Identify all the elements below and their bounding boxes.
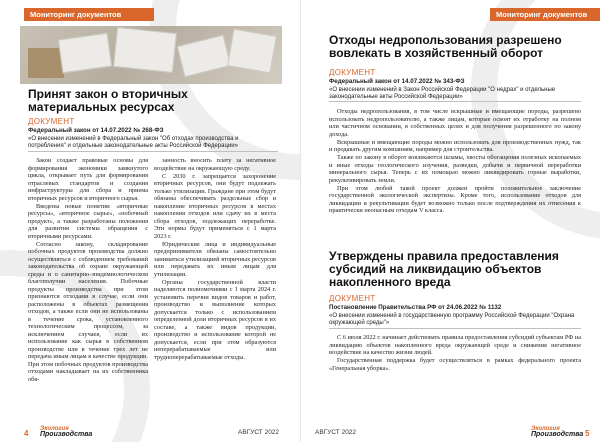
paragraph: занность вносить плату за негативное воздействие на окружающую среду. [154, 157, 276, 172]
document-description: «О внесении изменений в Федеральный закон "Об отходах производства и потребления" и отдельные законодательные акты Российской Федерации» [28, 135, 239, 149]
paragraph: Введены новые понятия: «вторичные ресурсы», «вторичное сырье», «побочный продукт», а также разработаны положения для развития системы обращения с вторичными ресурсами. [28, 202, 148, 240]
issue-date: АВГУСТ 2022 [315, 429, 357, 436]
document-name: Постановление Правительства РФ от 24.06.2022 № 1132 [329, 304, 502, 311]
logo-line-2: Производства [531, 431, 584, 438]
document-label: ДОКУМЕНТ [329, 68, 376, 77]
paragraph: Органы государственной власти наделяются полномочиями с 1 марта 2024 г. установить перечни видов товаров и работ, производство и выполнение которых допускается только с использованием определенной доли вторичных ресурсов в их составе, а также видов продукции, производство и использование которой не допускается, если при этом образуются неперерабатываемые или трудноперерабатываемые отходы. [154, 278, 276, 361]
photo-paper [177, 35, 231, 78]
section-tab: Мониторинг документов [24, 8, 154, 21]
divider [329, 328, 581, 329]
page-number: 4 [24, 429, 29, 438]
document-name: Федеральный закон от 14.07.2022 № 343-ФЗ [329, 78, 465, 85]
photo-paper [227, 28, 277, 73]
article-body [329, 334, 581, 416]
paragraph: Отходы недропользования, в том числе вскрышные и вмещающие породы, разрешено использовать недропользователю, а также лицам, которые освоят их отработку на полном или частичном основании, в собственных целях и для получения разрешенного по закону дохода. [329, 108, 581, 138]
paragraph: С 2030 г. запрещается захоронение вторичных ресурсов, они будут подлежать только утилизации. Граждане при этом будут обязаны обеспечивать раздельные сбор и накопление вторичных ресурсов в местах накопления отходов или сдачу их в места сбора отходов, подлежащих переработке. Эти нормы будут применяться с 1 марта 2023 г. [154, 172, 276, 240]
logo-line-1: Экология [40, 426, 69, 432]
document-label: ДОКУМЕНТ [28, 117, 75, 126]
document-label: ДОКУМЕНТ [329, 294, 376, 303]
magazine-logo [531, 426, 583, 438]
document-reference [329, 78, 581, 102]
paragraph: Также по закону в оборот вовлекаются шламы, хвосты обогащения полезных ископаемых и иные отходы геологического изучения, разведки, добычи и первичной переработки минерального сырья. Теперь с их помощью можно ликвидировать горные выработки, рекультивировать земли. [329, 154, 581, 184]
paragraph: Юридические лица и индивидуальные предприниматели обязаны самостоятельно заниматься утилизацией вторичных ресурсов или передавать их иным лицам для утилизации. [154, 240, 276, 278]
paragraph: Государственная поддержка будет осуществляться в рамках федерального проекта «Генеральная уборка». [329, 357, 581, 372]
article-title: Утверждены правила предоставления субсидий на ликвидацию объектов накопленного вреда [329, 249, 559, 289]
text-column-2 [154, 157, 276, 419]
right-page [300, 0, 600, 442]
issue-date: АВГУСТ 2022 [238, 429, 280, 436]
paragraph: При этом любой такой проект должен пройти положительное заключение государственной экологической экспертизы. Кроме того, использование отходов для ликвидации и рекультивации будет возможно только после подтверждения их отнесения к практически неопасным отходам V класса. [329, 184, 581, 214]
documents-photo [20, 26, 282, 84]
divider [329, 101, 581, 102]
text-column-1 [28, 157, 148, 419]
document-description: «О внесении изменений в Закон Российской Федерации "О недрах" и отдельные законодательные акты Российской Федерации» [329, 86, 556, 100]
section-tab: Мониторинг документов [490, 8, 600, 21]
divider [28, 151, 278, 152]
page-number: 5 [585, 429, 590, 438]
photo-box [28, 48, 64, 78]
paragraph: Согласно закону, складирование побочных продуктов производства должно осуществляться с соблюдением требований законодательства об охране окружающей среды и о санитарно-эпидемиологическом благополучии населения. Побочные продукты производства при этом признаются отходами в случае, если они расположены в объектах размещения отходов, а также если они не использованы в течение срока, установленного технологическим процессом, за исключением случаев, если их использование как сырья в собственном производстве или в течение трех лет не передача иным лицам в качестве продукции. При этом побочных продуктов производства отходами накладывает на их собственника обя- [28, 240, 148, 383]
article-title: Принят закон о вторичных материальных ресурсах [28, 87, 188, 114]
logo-line-2: Производства [40, 431, 93, 438]
magazine-logo [40, 426, 92, 438]
photo-paper [113, 27, 177, 73]
document-description: «О внесении изменений в государственную программу Российской Федерации "Охрана окружающей среды"» [329, 312, 575, 326]
article-body [329, 108, 581, 240]
document-name: Федеральный закон от 14.07.2022 № 268-ФЗ [28, 127, 164, 134]
paragraph: С 6 июля 2022 г. начинает действовать правила предоставления субсидий субъектам РФ на ликвидацию объектов накопленного вреда окружающей среде и снижения негативное воздействие на качество жизни людей. [329, 334, 581, 356]
document-reference [329, 304, 581, 328]
document-reference [28, 127, 278, 151]
photo-paper [58, 33, 112, 74]
logo-line-1: Экология [531, 426, 560, 432]
paragraph: Вскрышные и вмещающие породы можно использовать для производственных нужд, так и продавать другим компаниям, например для строительства. [329, 138, 581, 153]
article-title: Отходы недропользования разрешено вовлекать в хозяйственный оборот [329, 33, 562, 60]
paragraph: Закон создает правовые основы для формирования экономики замкнутого цикла, открывает путь для формирования отраслевых стандартов и создания инфраструктуры для сбора и приема вторичных ресурсов и вторичного сырья. [28, 157, 148, 202]
